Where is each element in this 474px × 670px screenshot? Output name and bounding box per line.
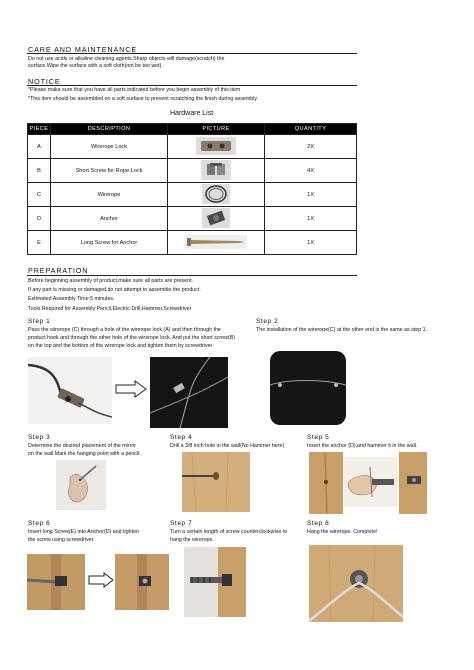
step-1-line-1: Pass the wirerope (C) through a hole of the wirerope lock (A) and then through the xyxy=(28,327,221,333)
qty-cell: 1X xyxy=(265,231,357,255)
table-row xyxy=(28,207,357,231)
step-3-photo xyxy=(56,460,106,510)
short-screw-photo-icon xyxy=(201,160,231,180)
piece-cell: D xyxy=(28,207,51,231)
col-description: DESCRIPTION xyxy=(51,124,168,135)
qty-cell: 1X xyxy=(265,207,357,231)
rope-lock-photo-icon xyxy=(196,137,236,155)
step-2-title: Step 2 xyxy=(256,318,279,325)
step-6-photo-a xyxy=(27,554,85,610)
picture-cell xyxy=(168,231,265,255)
col-picture: PICTURE xyxy=(168,124,265,135)
step-5-photo-c xyxy=(399,452,427,514)
prep-line-1: Before beginning assembly of product,make sure all parts are present. xyxy=(28,278,193,284)
piece-cell: A xyxy=(28,135,51,159)
description-cell: Anchor xyxy=(51,207,168,231)
step-3-line-2: on the wall.Mark the hanging point with a pencil. xyxy=(28,451,141,457)
hardware-header-row xyxy=(28,124,357,135)
step-7-photo xyxy=(184,547,246,617)
step-7-line-2: hang the wirerope. xyxy=(170,537,214,543)
step-2-line-1: The installation of the wirerope(C) at the other end is the same as step 1. xyxy=(256,327,428,333)
hardware-table xyxy=(27,123,357,255)
col-piece: PIECE xyxy=(28,124,51,135)
table-row xyxy=(28,159,357,183)
prep-line-2: If any part is missing or damaged,do not attempt to assemble the product. xyxy=(28,287,201,293)
right-arrow-icon xyxy=(88,572,114,593)
step-6-line-2: the screw using screwdriver. xyxy=(28,537,95,543)
qty-cell: 2X xyxy=(265,135,357,159)
step-8-title: Step 8 xyxy=(307,520,330,527)
picture-cell xyxy=(168,207,265,231)
table-row xyxy=(28,135,357,159)
prep-heading: PREPARATION xyxy=(28,266,89,275)
step-1-photo-b xyxy=(150,357,228,428)
step-4-title: Step 4 xyxy=(170,434,193,441)
col-quantity: QUANTITY xyxy=(265,124,357,135)
notice-line-1: *Please make sure that you have all parts indicated before you begin assembly of this item xyxy=(28,87,241,93)
notice-line-2: *This item should be assembled on a soft surface to prevent scratching the finish during assembly xyxy=(28,96,258,102)
step-4-photo xyxy=(182,452,250,512)
piece-cell: E xyxy=(28,231,51,255)
prep-line-3: Estimated Assembly Time:5 minutes. xyxy=(28,296,115,302)
table-row xyxy=(28,231,357,255)
step-6-title: Step 6 xyxy=(28,520,51,527)
anchor-photo-icon xyxy=(202,208,230,228)
step-3-line-1: Determine the desired placement of the mirror xyxy=(28,443,137,449)
step-3-title: Step 3 xyxy=(28,434,51,441)
table-row xyxy=(28,183,357,207)
step-1-title: Step 1 xyxy=(28,318,51,325)
care-line-2: surface.Wipe the surface with a soft cloth(not be too wet). xyxy=(28,63,163,69)
step-5-title: Step 5 xyxy=(307,434,330,441)
right-arrow-icon xyxy=(115,380,147,403)
notice-heading: NOTICE xyxy=(28,77,61,86)
step-8-photo xyxy=(309,545,403,622)
step-7-line-1: Turn a certain length of screw counterclockwise to xyxy=(170,529,288,535)
description-cell: Wirerope xyxy=(51,183,168,207)
step-5-line-1: Insert the anchor (D),and hammer it in the wall. xyxy=(307,443,418,449)
care-heading: CARE AND MAINTENANCE xyxy=(28,45,138,54)
prep-rule xyxy=(27,275,357,276)
step-5-photo-b xyxy=(344,457,398,507)
hardware-title: Hardware List xyxy=(170,110,214,117)
step-7-title: Step 7 xyxy=(170,520,193,527)
qty-cell: 4X xyxy=(265,159,357,183)
qty-cell: 1X xyxy=(265,183,357,207)
step-1-line-2: product hook and through the other hole of the wirerope lock. And put the short screw(B) xyxy=(28,335,235,341)
description-cell: Short Screw for Rope Lock xyxy=(51,159,168,183)
step-4-line-1: Drill a 3/8 inch hole in the wall(No Hammer here) xyxy=(170,443,285,449)
piece-cell: B xyxy=(28,159,51,183)
step-1-line-3: on the top and the bottom of the wirerope lock and tighten them by screwdriver. xyxy=(28,343,214,349)
step-1-photo-a xyxy=(28,357,112,424)
description-cell: Long Screw for Anchor xyxy=(51,231,168,255)
piece-cell: C xyxy=(28,183,51,207)
picture-cell xyxy=(168,183,265,207)
long-screw-photo-icon xyxy=(185,235,247,249)
picture-cell xyxy=(168,135,265,159)
step-6-line-1: Insert long Screw(E) into Anchor(D) and tighten xyxy=(28,529,139,535)
prep-line-4: Tools Required for Assembly:Pencil,Electric Drill,Hammer,Screwdriver xyxy=(28,306,192,312)
notice-rule xyxy=(27,85,357,86)
wirerope-coil-photo-icon xyxy=(202,184,230,204)
step-6-photo-b xyxy=(115,554,169,610)
step-2-photo xyxy=(268,349,348,427)
care-rule xyxy=(27,53,357,54)
picture-cell xyxy=(168,159,265,183)
care-line-1: Do not use acids or alkaline cleaning agents.Sharp objects will damage(scratch) the xyxy=(28,56,225,62)
description-cell: Wirerope Lock xyxy=(51,135,168,159)
step-5-photo-a xyxy=(309,452,343,514)
step-8-line-1: Hang the wirerope. Complete! xyxy=(307,529,378,535)
